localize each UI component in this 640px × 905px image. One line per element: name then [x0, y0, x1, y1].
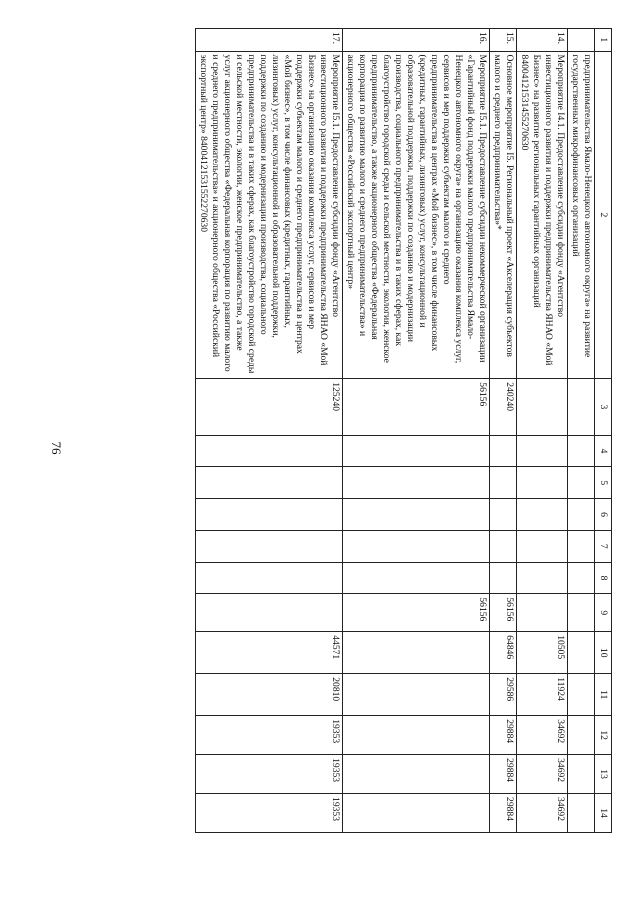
header-row [595, 29, 612, 833]
value-cell [517, 562, 568, 594]
value-cell [568, 562, 595, 594]
column-header-11: 11 [595, 674, 612, 716]
value-cell [196, 499, 343, 531]
value-cell [568, 594, 595, 632]
value-cell [517, 379, 568, 435]
activity-description: Мероприятие I4.1. Предоставление субсидии фонду «Агентство инвестиционного развития и поддержки предпринимательства ЯНАО «Мой Бизнес» на развитие региональных гарантийных организаций 84004121531455270630 [517, 51, 568, 379]
activity-description: Мероприятие I5.1. Предоставление субсидии фонду «Агентство инвестиционного развития и поддержки предпринимательства ЯНАО «Мой Бизнес» на организацию оказания комплекса услуг, сервисов и мер поддержки субъектам малого и среднего предпринимательства в центрах «Мой бизнес», в том числе финансовых (кредитных, гарантийных, лизинговых) услуг, консультационной и образовательной поддержки, поддержки по созданию и модернизации производства, социального предпринимательства и в таких сферах, как благоустройство городской среды и сельской местности, экологии, женское предпринимательство, а также услуг акционерного общества «Федеральная корпорация по развитию малого и среднего предпринимательства» и акционерного общества «Российский экспортный центр» 84004121531552270630 [196, 51, 343, 379]
value-cell [568, 716, 595, 755]
value-cell [517, 499, 568, 531]
column-header-10: 10 [595, 632, 612, 674]
value-cell [343, 716, 490, 755]
value-cell [196, 435, 343, 467]
value-cell: 10505 [517, 632, 568, 674]
value-cell: 56156 [343, 379, 490, 435]
value-cell: 19353 [196, 755, 343, 794]
value-cell [568, 499, 595, 531]
value-cell [196, 467, 343, 499]
value-cell [196, 562, 343, 594]
column-header-2: 2 [595, 51, 612, 379]
value-cell: 56156 [343, 594, 490, 632]
value-cell: 125240 [196, 379, 343, 435]
value-cell: 11924 [517, 674, 568, 716]
value-cell [568, 379, 595, 435]
value-cell: 29884 [490, 716, 517, 755]
column-header-12: 12 [595, 716, 612, 755]
column-header-14: 14 [595, 794, 612, 833]
table-row [568, 29, 595, 833]
column-header-7: 7 [595, 530, 612, 562]
value-cell [343, 562, 490, 594]
row-number: 15. [490, 29, 517, 52]
page-number: 76 [49, 441, 64, 455]
column-header-8: 8 [595, 562, 612, 594]
value-cell [568, 755, 595, 794]
value-cell: 19353 [196, 794, 343, 833]
value-cell [343, 794, 490, 833]
value-cell [490, 435, 517, 467]
value-cell: 20810 [196, 674, 343, 716]
value-cell [568, 530, 595, 562]
activity-description: Мероприятие I5.1. Предоставление субсидии некоммерческой организации «Гарантийный фонд поддержки малого предпринимательства Ямало-Ненецкого автономного округа» на организацию оказания комплекса услуг, сервисов и мер поддержки субъектам малого и среднего предпринимательства в центрах «Мой бизнес», в том числе финансовых (кредитных, гарантийных, лизинговых) услуг, консультационной и образовательной поддержки, поддержки по созданию и модернизации производства, социального предпринимательства и в таких сферах, как благоустройство городской среды и сельской местности, экология, женское предпринимательство, а также акционерного общества «Федеральная корпорация по развитию малого и среднего предпринимательства» и акционерного общества «Российский экспортный центр» [343, 51, 490, 379]
value-cell [517, 594, 568, 632]
value-cell: 64846 [490, 632, 517, 674]
column-header-1: 1 [595, 29, 612, 52]
value-cell: 29884 [490, 755, 517, 794]
value-cell [343, 755, 490, 794]
value-cell [490, 562, 517, 594]
column-header-5: 5 [595, 467, 612, 499]
row-number: 16. [343, 29, 490, 52]
row-number: 17. [196, 29, 343, 52]
table-row [196, 29, 343, 833]
value-cell [343, 435, 490, 467]
value-cell [343, 499, 490, 531]
value-cell [490, 499, 517, 531]
table-row [343, 29, 490, 833]
value-cell [568, 794, 595, 833]
column-header-3: 3 [595, 379, 612, 435]
column-header-13: 13 [595, 755, 612, 794]
activity-description: предпринимательства Ямало-Ненецкого автономного округа» на развитие государственных микрофинансовых организаций [568, 51, 595, 379]
column-header-4: 4 [595, 435, 612, 467]
column-header-9: 9 [595, 594, 612, 632]
value-cell: 34692 [517, 794, 568, 833]
value-cell [343, 530, 490, 562]
value-cell: 240240 [490, 379, 517, 435]
column-header-6: 6 [595, 499, 612, 531]
budget-table [195, 28, 612, 833]
value-cell: 56156 [490, 594, 517, 632]
value-cell [343, 632, 490, 674]
value-cell [517, 530, 568, 562]
value-cell [568, 632, 595, 674]
table-row [517, 29, 568, 833]
value-cell [568, 435, 595, 467]
value-cell: 19353 [196, 716, 343, 755]
value-cell [343, 467, 490, 499]
value-cell [490, 467, 517, 499]
row-number: 14. [517, 29, 568, 52]
value-cell [490, 530, 517, 562]
activity-description: Основное мероприятие I5. Региональный проект «Акселерация субъектов малого и среднего предпринимательства»* [490, 51, 517, 379]
value-cell [196, 594, 343, 632]
value-cell: 29586 [490, 674, 517, 716]
value-cell: 34692 [517, 755, 568, 794]
value-cell [343, 674, 490, 716]
value-cell [196, 530, 343, 562]
value-cell [517, 467, 568, 499]
value-cell: 44571 [196, 632, 343, 674]
value-cell: 34692 [517, 716, 568, 755]
rotated-table-container [92, 28, 612, 833]
table-row [490, 29, 517, 833]
value-cell: 29884 [490, 794, 517, 833]
value-cell [517, 435, 568, 467]
row-number [568, 29, 595, 52]
value-cell [568, 674, 595, 716]
value-cell [568, 467, 595, 499]
